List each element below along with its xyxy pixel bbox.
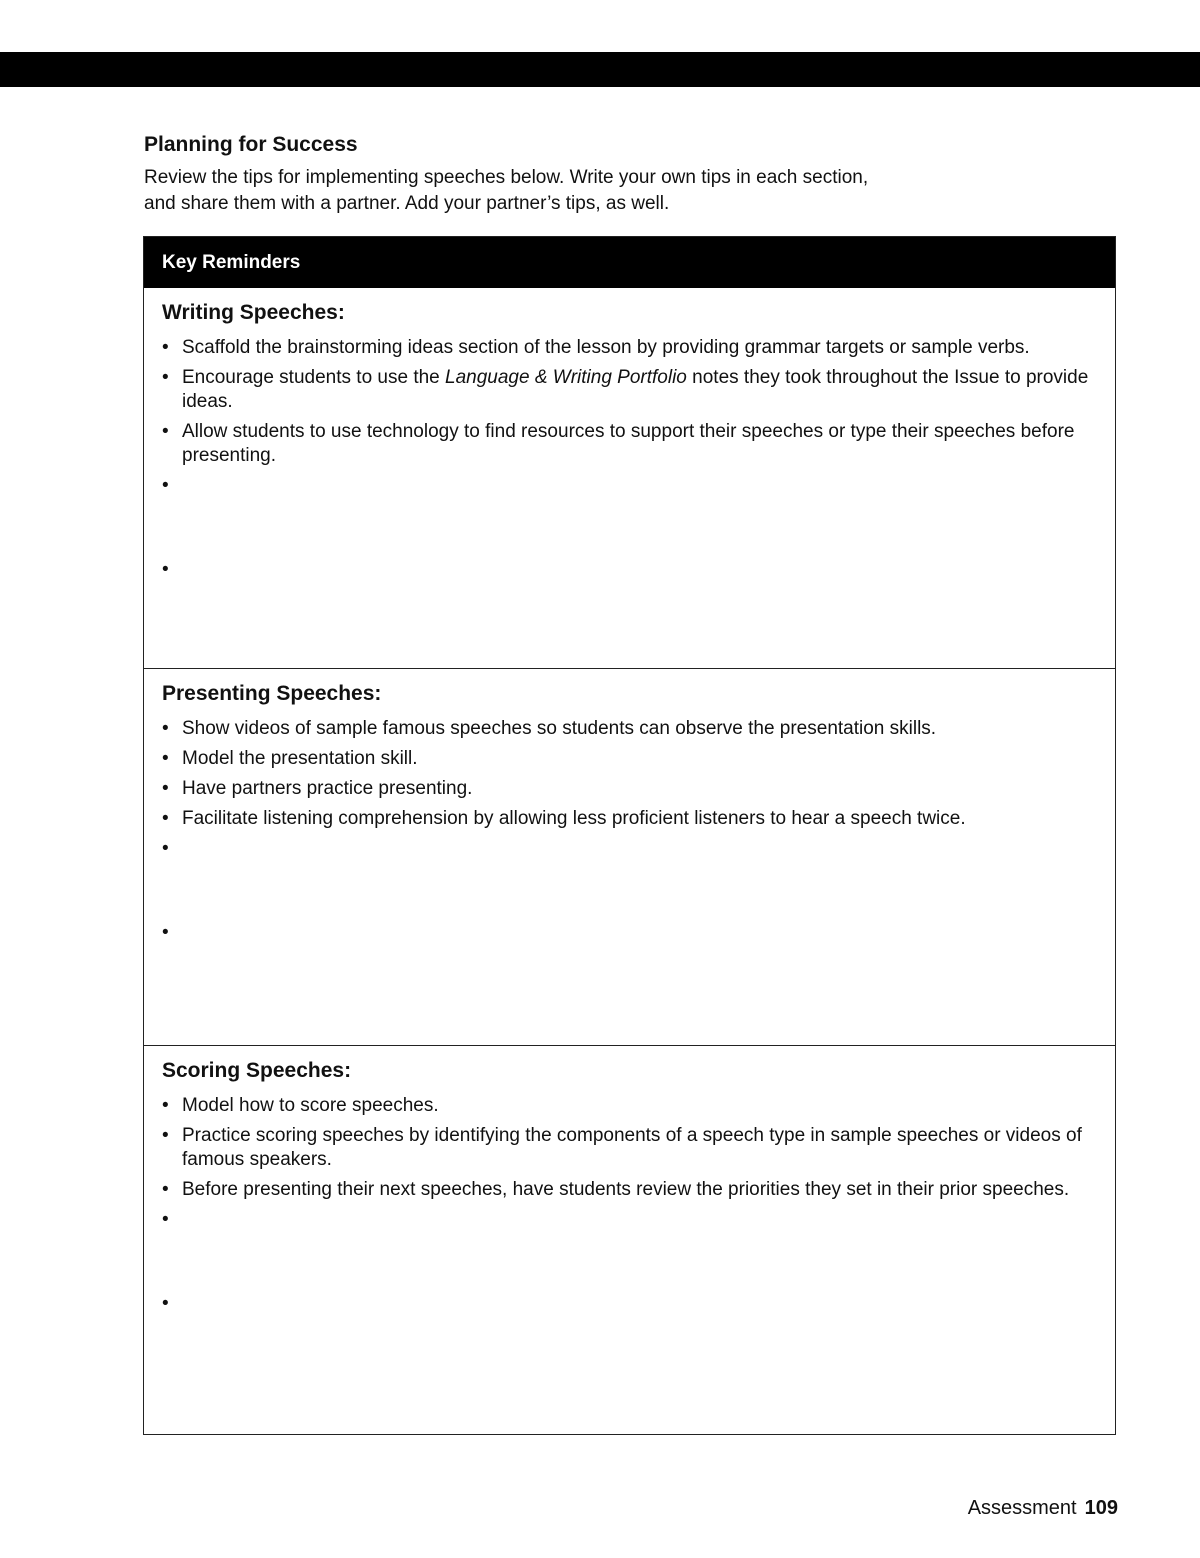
page-footer (968, 1494, 1118, 1522)
tip-item: • Scaffold the brainstorming ideas section of the lesson by providing grammar targets or sample verbs. (162, 336, 1097, 360)
tip-text: Encourage students to use the (182, 367, 446, 388)
footer-section-name: Assessment (967, 1497, 1077, 1519)
tip-text: notes they took throughout the Issue to provide ideas. (182, 367, 1089, 412)
blank-tip-line[interactable] (162, 1292, 1097, 1370)
blank-tip-line[interactable] (162, 837, 1097, 915)
tip-item: • Have partners practice presenting. (162, 777, 1097, 801)
tip-item: • Facilitate listening comprehension by allowing less proficient listeners to hear a speech twice. (162, 807, 1097, 831)
section-title: Scoring Speeches: (162, 1059, 352, 1082)
scoring-speeches-section (144, 1046, 1115, 1434)
intro-text (144, 165, 944, 217)
intro-line-1: Review the tips for implementing speeches below. Write your own tips in each section, (144, 167, 869, 188)
top-header-band (0, 52, 1200, 87)
tip-item: • Model how to score speeches. (162, 1094, 1097, 1118)
blank-tip-line[interactable] (162, 921, 1097, 999)
tips-list (162, 1094, 1097, 1370)
table-header: Key Reminders (144, 237, 1115, 288)
intro-line-2: and share them with a partner. Add your partner’s tips, as well. (144, 193, 670, 214)
tip-item: • Show videos of sample famous speeches so students can observe the presentation skills. (162, 717, 1097, 741)
tip-item: • Practice scoring speeches by identifying the components of a speech type in sample speeches or videos of famous speakers. (162, 1124, 1097, 1172)
blank-tip-line[interactable] (162, 1208, 1097, 1286)
tips-list (162, 336, 1097, 636)
tip-item: • Model the presentation skill. (162, 747, 1097, 771)
section-title: Writing Speeches: (162, 301, 345, 324)
page-number: 109 (1084, 1497, 1118, 1519)
writing-speeches-section (144, 288, 1115, 669)
section-title: Presenting Speeches: (162, 682, 382, 705)
presenting-speeches-section (144, 669, 1115, 1046)
blank-tip-line[interactable] (162, 474, 1097, 552)
key-reminders-table (143, 236, 1116, 1435)
portfolio-title: Language & Writing Portfolio (445, 367, 687, 388)
tips-list (162, 717, 1097, 999)
page-heading: Planning for Success (144, 133, 358, 156)
tip-item: • Allow students to use technology to find resources to support their speeches or type their speeches before presenting. (162, 420, 1097, 468)
tip-item: • Before presenting their next speeches, have students review the priorities they set in their prior speeches. (162, 1178, 1097, 1202)
tip-item (162, 366, 1097, 414)
blank-tip-line[interactable] (162, 558, 1097, 636)
